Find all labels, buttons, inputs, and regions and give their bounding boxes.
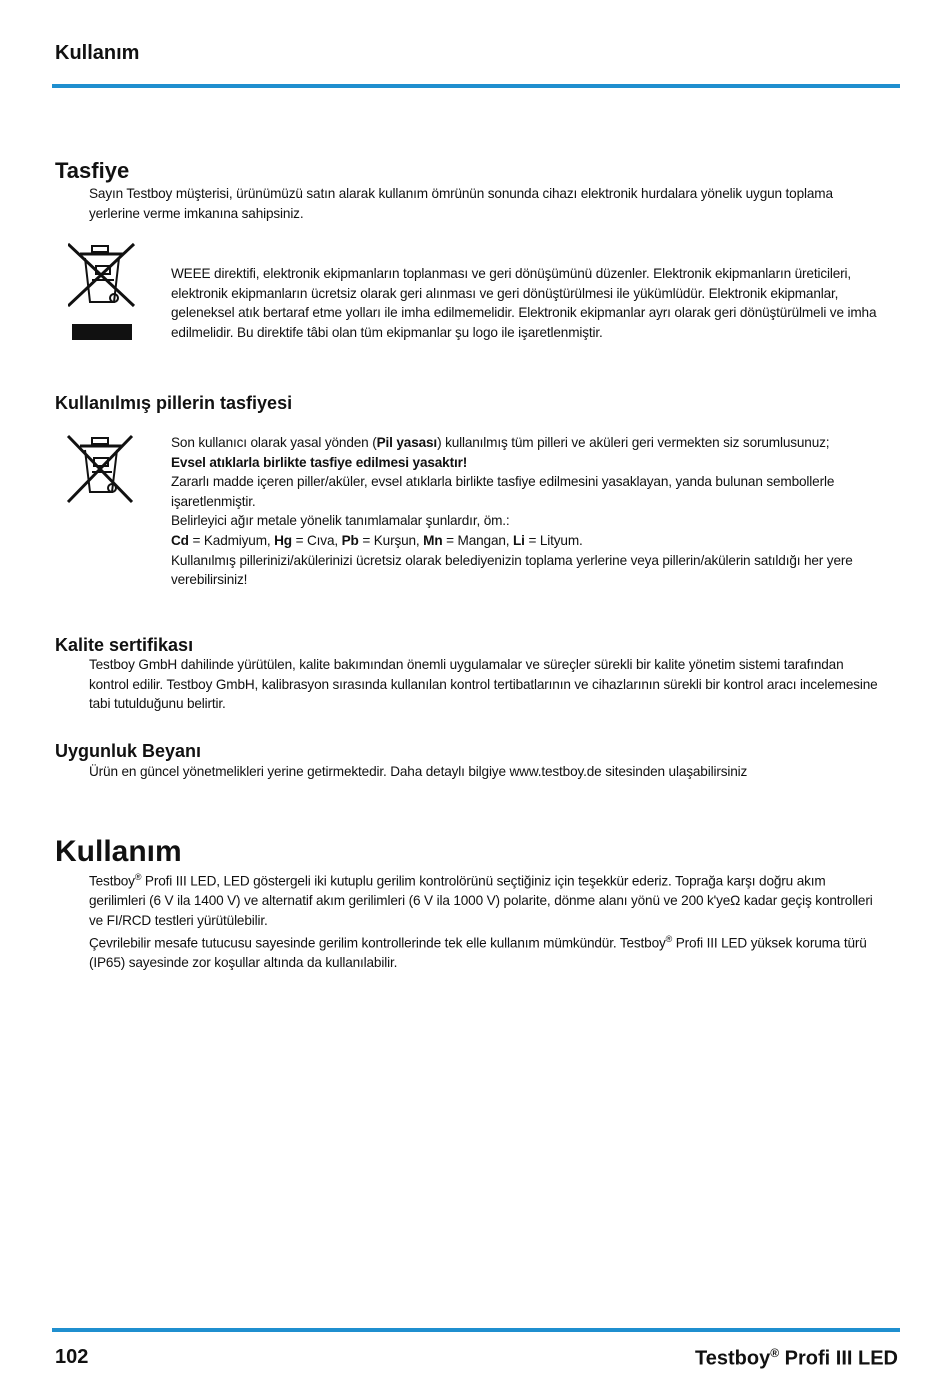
- metal-symbol: Cd: [171, 532, 189, 548]
- battery-bin-icon: [66, 434, 136, 506]
- tasfiye-intro: Sayın Testboy müşterisi, ürünümüzü satın alarak kullanım ömrünün sonunda cihazı elektronik hurdalara yönelik uygun toplama yerlerine verme imkanına sahipsiniz.: [89, 186, 833, 221]
- metal-name: = Kurşun,: [358, 532, 424, 548]
- section-heading-tasfiye: Tasfiye: [55, 158, 130, 183]
- batteries-line-6: Kullanılmış pillerinizi/akülerinizi ücretsiz olarak belediyenizin toplama yerlerine veya pillerin/akülerin satıldığı her yere verebilirsiniz!: [171, 552, 853, 588]
- metal-name: = Mangan,: [442, 532, 514, 548]
- metal-symbol: Li: [513, 532, 525, 548]
- metal-name: = Lityum.: [524, 532, 583, 548]
- batteries-line-1: [171, 433, 883, 453]
- section-heading-batteries: Kullanılmış pillerin tasfiyesi: [55, 393, 293, 413]
- batteries-text: [171, 433, 883, 590]
- footer-model: Profi III LED: [779, 1347, 898, 1370]
- metal-name: = Kadmiyum,: [188, 532, 275, 548]
- conformity-text: Ürün en güncel yönetmelikleri yerine getirmektedir. Daha detaylı bilgiye www.testboy.de sitesinden ulaşabilirsiniz: [89, 764, 748, 779]
- batteries-line-1-post: ) kullanılmış tüm pilleri ve aküleri geri vermekten siz sorumlusunuz;: [437, 435, 830, 450]
- section-heading-quality: Kalite sertifikası: [55, 635, 194, 655]
- section-heading-usage: Kullanım: [55, 835, 182, 868]
- registered-mark: ®: [134, 872, 142, 882]
- batteries-line-1-pre: Son kullanıcı olarak yasal yönden (: [171, 435, 377, 450]
- section-heading-conformity: Uygunluk Beyanı: [55, 741, 202, 761]
- batteries-line-3: Zararlı madde içeren piller/aküler, evsel atıklarla birlikte tasfiye edilmesini yasaklayan, yanda bulunan sembollerle işaretlenmiştir.: [171, 474, 835, 509]
- footer-product-title: [695, 1346, 898, 1371]
- usage-brand: Testboy: [89, 873, 135, 889]
- page-number: 102: [55, 1346, 89, 1368]
- weee-text: WEEE direktifi, elektronik ekipmanların toplanması ve geri dönüşümünü düzenler. Elektronik ekipmanların üreticileri, elektronik ekipmanların ücretsiz olarak geri alınması ve geri dönüştürülmesi ile yükümlüdür. Elektronik ekipmanlar, geleneksel atık bertaraf etme yolları ile imha edilmemelidir. Elektronik ekipmanlar ayrı olarak geri dönüştürülmeli ve imha edilmelidir. Bu direktife tâbi olan tüm ekipmanlar şu logo ile işaretlenmiştir.: [171, 266, 877, 340]
- battery-law: Pil yasası: [376, 435, 438, 450]
- usage-paragraph-1: [89, 868, 879, 930]
- usage-paragraph-2-post: Profi III LED yüksek koruma türü (IP65) sayesinde zor koşullar altında da kullanılabilir.: [89, 935, 867, 971]
- metal-name: = Cıva,: [291, 532, 342, 548]
- metals-line: [171, 531, 883, 551]
- usage-paragraph-1-rest: Profi III LED, LED göstergeli iki kutuplu gerilim kontrolörünü seçtiğiniz için teşekkür ederiz. Toprağa karşı doğru akım gerilimleri (6 V ila 1400 V) ve alternatif akım gerilimleri (6 V ila 1000 V) polarite, dönme alanı yönü ve 200 k'yeΩ kadar geçiş kontrolleri ve FI/RCD testleri yürütülebilir.: [89, 873, 873, 928]
- footer-brand: Testboy: [695, 1347, 771, 1370]
- metal-symbol: Hg: [274, 532, 292, 548]
- footer-registered-mark: ®: [770, 1346, 780, 1360]
- usage-paragraph-2: [89, 930, 879, 973]
- registered-mark: ®: [665, 934, 673, 945]
- metal-symbol: Pb: [341, 532, 359, 548]
- usage-paragraph-2-pre: Çevrilebilir mesafe tutucusu sayesinde gerilim kontrollerinde tek elle kullanım mümkündür. Testboy: [89, 935, 666, 951]
- footer-rule: [52, 1328, 900, 1332]
- header-rule: [52, 84, 900, 88]
- batteries-line-4: Belirleyici ağır metale yönelik tanımlamalar şunlardır, öm.:: [171, 513, 510, 529]
- usage-text: [89, 868, 879, 973]
- metal-symbol: Mn: [423, 532, 443, 548]
- batteries-warning: Evsel atıklarla birlikte tasfiye edilmesi yasaktır!: [171, 454, 468, 470]
- header-title: Kullanım: [55, 42, 140, 64]
- quality-text: Testboy GmbH dahilinde yürütülen, kalite bakımından önemli uygulamalar ve süreçler sürekli bir kalite yönetim sistemi tarafından kontrol edilir. Testboy GmbH, kalibrasyon sırasında kullanılan kontrol tertibatlarının ve cihazlarının sürekli bir kontrol aracı incelemesine tabi tutulduğunu belirtir.: [89, 657, 878, 712]
- weee-bin-icon: [68, 242, 138, 342]
